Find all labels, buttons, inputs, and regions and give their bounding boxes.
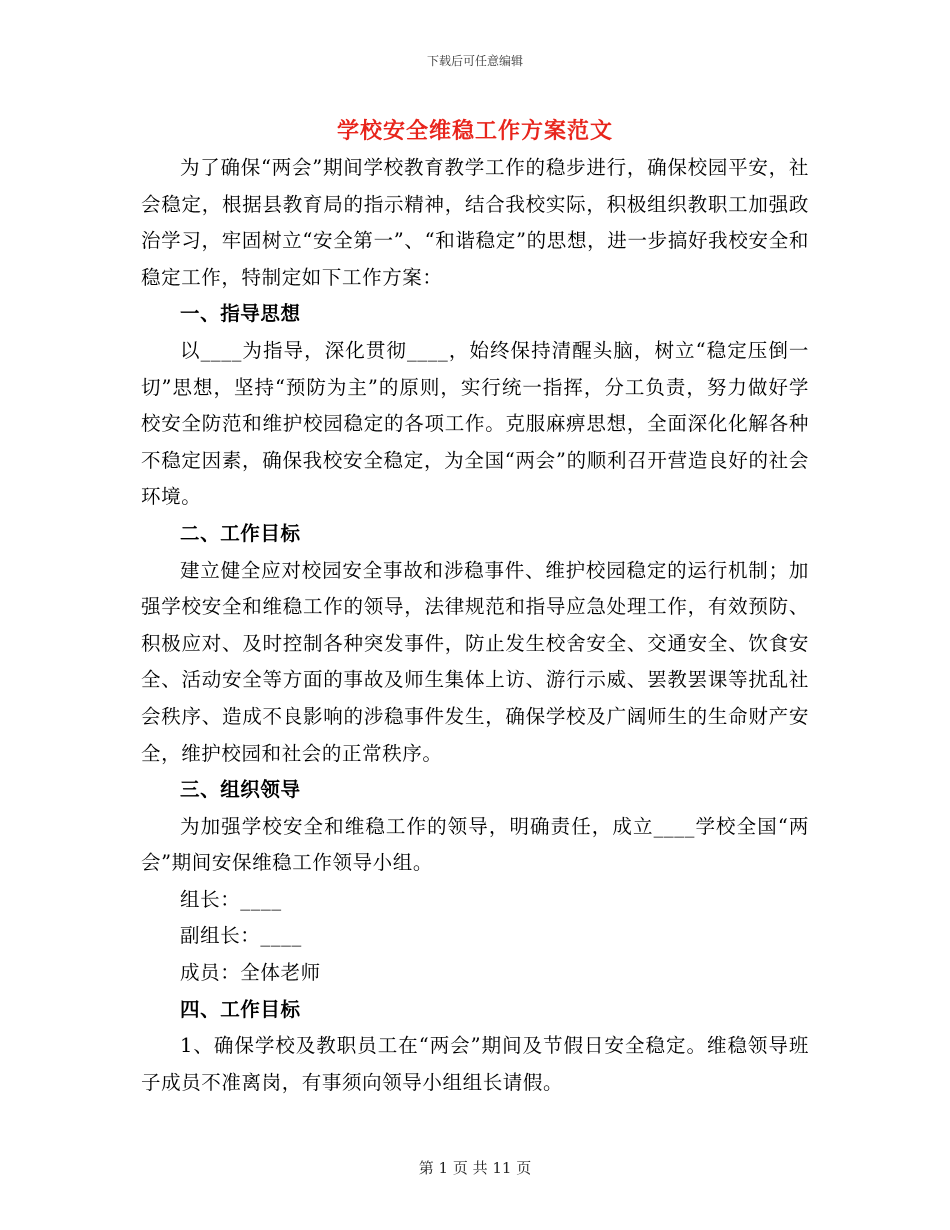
member-line-deputy-leader: 副组长：____ [180, 924, 302, 948]
document-body [141, 150, 809, 1101]
section-heading-guiding-ideology: 一、指导思想 [180, 302, 301, 326]
section-paragraph-guiding-ideology: 以____为指导，深化贯彻____，始终保持清醒头脑，树立“稳定压倒一切”思想，坚持“预防为主”的原则，实行统一指挥，分工负责，努力做好学校安全防范和维护校园稳定的各项工作。克服麻痹思想，全面深化化解各种不稳定因素，确保我校安全稳定，为全国“两会”的顺利召开营造良好的社会环境。 [141, 338, 809, 509]
section-paragraph-work-goals: 建立健全应对校园安全事故和涉稳事件、维护校园稳定的运行机制；加强学校安全和维稳工作的领导，法律规范和指导应急处理工作，有效预防、积极应对、及时控制各种突发事件，防止发生校舍安全、交通安全、饮食安全、活动安全等方面的事故及师生集体上访、游行示威、罢教罢课等扰乱社会秩序、造成不良影响的涉稳事件发生，确保学校及广阔师生的生命财产安全，维护校园和社会的正常秩序。 [141, 558, 809, 765]
document-title: 学校安全维稳工作方案范文 [336, 118, 613, 144]
section-paragraph-organization: 为加强学校安全和维稳工作的领导，明确责任，成立____学校全国“两会”期间安保维稳工作领导小组。 [141, 814, 809, 875]
member-line-leader: 组长：____ [180, 887, 282, 911]
section-paragraph-work-goals-2: 1、确保学校及教职员工在“两会”期间及节假日安全稳定。维稳领导班子成员不准离岗，有事须向领导小组组长请假。 [141, 1034, 809, 1094]
section-heading-work-goals: 二、工作目标 [180, 521, 301, 545]
member-line-members: 成员：全体老师 [180, 961, 321, 985]
page-footer: 第 1 页 共 11 页 [418, 1159, 532, 1177]
section-heading-work-goals-2: 四、工作目标 [180, 997, 301, 1021]
intro-paragraph: 为了确保“两会”期间学校教育教学工作的稳步进行，确保校园平安，社会稳定，根据县教育局的指示精神，结合我校实际，积极组织教职工加强政治学习，牢固树立“安全第一”、“和谐稳定”的思想，进一步搞好我校安全和稳定工作，特制定如下工作方案： [141, 156, 809, 289]
section-heading-organization: 三、组织领导 [180, 778, 301, 802]
header-note: 下载后可任意编辑 [426, 54, 523, 68]
